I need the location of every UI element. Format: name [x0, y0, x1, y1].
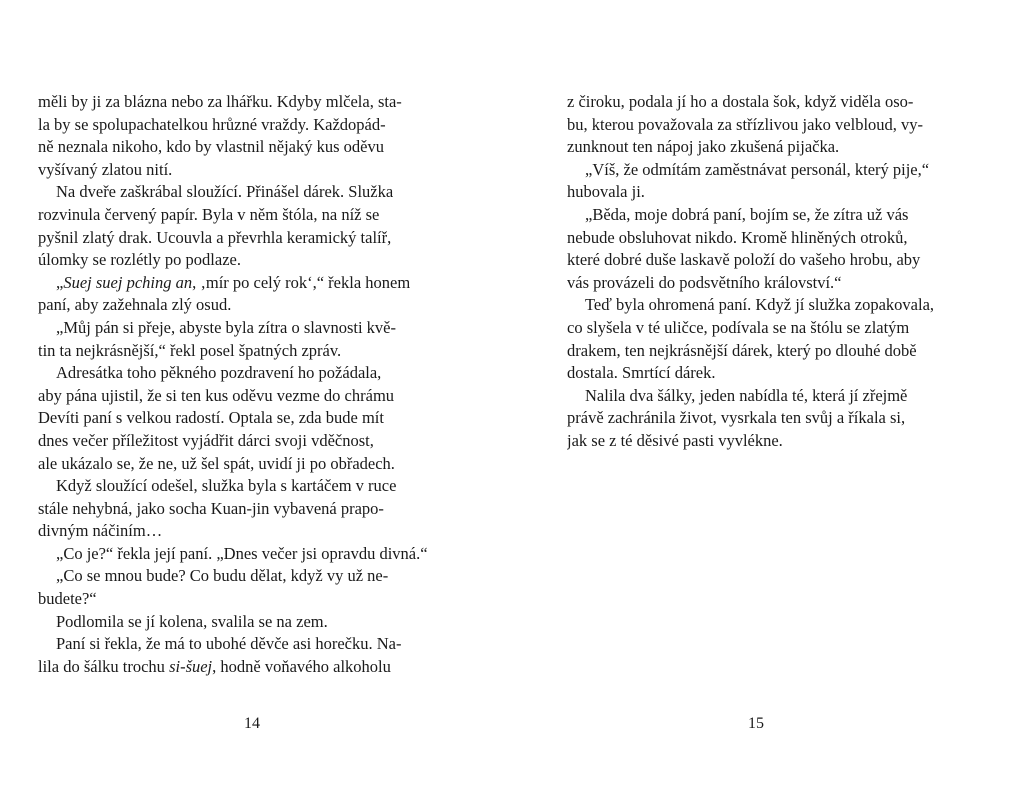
- text-segment: „Víš, že odmítám zaměstnávat personál, který pije,“: [585, 159, 930, 179]
- text-line: [38, 520, 454, 543]
- text-line: [38, 498, 454, 521]
- text-segment: pyšnil zlatý drak. Ucouvla a převrhla keramický talíř,: [38, 227, 392, 247]
- text-line: [38, 317, 454, 340]
- text-line: [38, 430, 454, 453]
- text-segment: jak se z té děsivé pasti vyvlékne.: [567, 430, 783, 450]
- page-number-left: 14: [244, 715, 260, 732]
- text-line: [567, 204, 949, 227]
- text-line: [567, 340, 949, 363]
- text-segment: „Co je?“ řekla její paní. „Dnes večer jsi opravdu divná.“: [56, 543, 428, 563]
- text-segment: rozvinula červený papír. Byla v něm štóla, na níž se: [38, 204, 380, 224]
- text-segment: dnes večer příležitost vyjádřit dárci svoji vděčnost,: [38, 430, 374, 450]
- text-segment: Adresátka toho pěkného pozdravení ho požádala,: [56, 363, 382, 383]
- text-line: [567, 407, 949, 430]
- text-segment: vás provázeli do podsvětního království.“: [567, 272, 842, 292]
- text-line: [567, 272, 949, 295]
- text-segment: „Co se mnou bude? Co budu dělat, když vy už ne-: [56, 566, 389, 586]
- text-line: [38, 475, 454, 498]
- text-line: [38, 633, 454, 656]
- text-segment: dostala. Smrtící dárek.: [567, 363, 716, 383]
- text-segment: drakem, ten nejkrásnější dárek, který po dlouhé době: [567, 340, 917, 360]
- text-segment: měli by ji za blázna nebo za lhářku. Kdyby mlčela, sta-: [38, 92, 402, 111]
- text-segment: Devíti paní s velkou radostí. Optala se, zda bude mít: [38, 408, 384, 428]
- text-segment: „Běda, moje dobrá paní, bojím se, že zítra už vás: [585, 204, 909, 224]
- text-line: [38, 181, 454, 204]
- text-segment: aby pána ujistil, že si ten kus oděvu vezme do chrámu: [38, 385, 395, 405]
- text-line: [38, 340, 454, 363]
- text-line: [38, 565, 454, 588]
- text-segment: lila do šálku trochu: [38, 656, 170, 676]
- left-page-text: [38, 91, 454, 678]
- text-segment: stále nehybná, jako socha Kuan-jin vybavená prapo-: [38, 498, 384, 518]
- text-line: [38, 159, 454, 182]
- text-segment: , ‚mír po celý rok‘,“ řekla honem: [192, 272, 411, 292]
- text-line: [567, 362, 949, 385]
- text-line: [567, 114, 949, 137]
- text-segment: bu, kterou považovala za střízlivou jako velbloud, vy-: [567, 114, 924, 134]
- text-segment: z čiroku, podala jí ho a dostala šok, když viděla oso-: [567, 92, 914, 111]
- text-line: [38, 453, 454, 476]
- text-segment: nebude obsluhovat nikdo. Kromě hliněných otroků,: [567, 227, 908, 247]
- text-segment: Teď byla ohromená paní. Když jí služka zopakovala,: [585, 295, 935, 315]
- text-line: [567, 159, 949, 182]
- text-line: [38, 588, 454, 611]
- text-segment: hubovala ji.: [567, 182, 645, 202]
- text-segment: Paní si řekla, že má to ubohé děvče asi horečku. Na-: [56, 634, 402, 654]
- text-line: [38, 294, 454, 317]
- text-segment: la by se spolupachatelkou hrůzné vraždy. Každopád-: [38, 114, 386, 134]
- text-line: [38, 611, 454, 634]
- italic-text: si-šuej: [169, 656, 213, 676]
- text-segment: ně neznala nikoho, kdo by vlastnil nějaký kus oděvu: [38, 137, 384, 157]
- text-line: [38, 227, 454, 250]
- text-line: [38, 114, 454, 137]
- text-segment: ale ukázalo se, že ne, už šel spát, uvidí ji po obřadech.: [38, 453, 395, 473]
- text-segment: „: [56, 272, 64, 292]
- page-number-right: 15: [748, 715, 764, 732]
- text-segment: Nalila dva šálky, jeden nabídla té, která jí zřejmě: [585, 385, 908, 405]
- text-segment: „Můj pán si přeje, abyste byla zítra o slavnosti kvě-: [56, 317, 396, 337]
- text-segment: co slyšela v té uličce, podívala se na štólu se zlatým: [567, 317, 910, 337]
- text-line: [567, 317, 949, 340]
- text-segment: budete?“: [38, 589, 97, 609]
- text-segment: právě zachránila život, vysrkala ten svůj a říkala si,: [567, 408, 906, 428]
- text-line: [38, 407, 454, 430]
- text-segment: , hodně voňavého alkoholu: [212, 656, 391, 676]
- text-segment: tin ta nejkrásnější,“ řekl posel špatných zpráv.: [38, 340, 342, 360]
- text-segment: paní, aby zažehnala zlý osud.: [38, 295, 232, 315]
- text-segment: Když sloužící odešel, služka byla s kartáčem v ruce: [56, 476, 397, 496]
- text-line: [38, 362, 454, 385]
- text-segment: Podlomila se jí kolena, svalila se na zem.: [56, 611, 328, 631]
- text-line: [38, 249, 454, 272]
- text-segment: úlomky se rozlétly po podlaze.: [38, 250, 241, 270]
- text-segment: Na dveře zaškrábal sloužící. Přinášel dárek. Služka: [56, 182, 394, 202]
- text-line: [567, 227, 949, 250]
- text-line: [38, 91, 454, 114]
- text-line: [567, 294, 949, 317]
- text-line: [567, 430, 949, 453]
- text-line: [567, 249, 949, 272]
- text-segment: které dobré duše laskavě položí do vašeho hrobu, aby: [567, 250, 921, 270]
- text-line: [38, 656, 454, 679]
- text-line: [38, 385, 454, 408]
- text-segment: vyšívaný zlatou nití.: [38, 159, 173, 179]
- italic-text: Suej suej pching an: [63, 272, 193, 292]
- text-line: [567, 91, 949, 114]
- text-line: [567, 385, 949, 408]
- text-line: [38, 204, 454, 227]
- text-line: [567, 136, 949, 159]
- text-line: [38, 543, 454, 566]
- text-line: [567, 181, 949, 204]
- text-line: [38, 272, 454, 295]
- text-segment: zunknout ten nápoj jako zkušená pijačka.: [567, 137, 840, 157]
- text-segment: divným náčiním…: [38, 521, 163, 541]
- text-line: [38, 136, 454, 159]
- right-page-text: [567, 91, 949, 453]
